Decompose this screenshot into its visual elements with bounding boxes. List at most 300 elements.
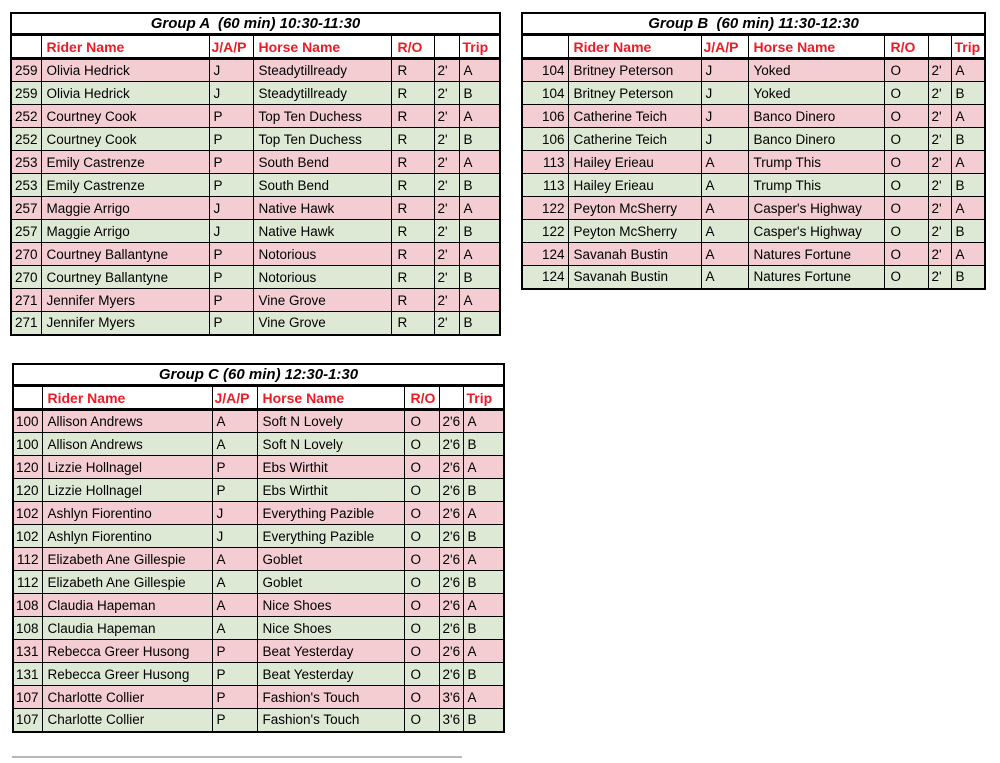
rider-name-cell: Savanah Bustin — [568, 243, 701, 266]
ro-cell: O — [404, 479, 439, 502]
trip-cell: A — [463, 594, 504, 617]
height-cell: 2'6 — [439, 617, 463, 640]
rider-name-cell: Britney Peterson — [568, 82, 701, 105]
ro-header: R/O — [391, 35, 434, 59]
rider-number-cell: 131 — [13, 663, 42, 686]
table-row — [522, 220, 985, 243]
table-row — [13, 525, 504, 548]
jap-cell: P — [209, 289, 253, 312]
height-cell: 2'6 — [439, 502, 463, 525]
rider-number-cell: 106 — [522, 128, 568, 151]
ro-cell: R — [391, 82, 434, 105]
height-cell: 2'6 — [439, 456, 463, 479]
rider-number-cell: 253 — [11, 151, 41, 174]
horse-name-cell: Fashion's Touch — [257, 709, 404, 732]
trip-cell: A — [459, 151, 500, 174]
rider-number-cell: 112 — [13, 571, 42, 594]
jap-cell: J — [209, 82, 253, 105]
horse-name-cell: South Bend — [253, 151, 391, 174]
ro-cell: O — [404, 663, 439, 686]
cutoff-table-top-edge — [12, 756, 462, 758]
jap-cell: P — [209, 174, 253, 197]
rider-number-cell: 271 — [11, 312, 41, 335]
jap-cell: J — [209, 59, 253, 82]
horse-name-cell: Ebs Wirthit — [257, 456, 404, 479]
height-cell: 2'6 — [439, 663, 463, 686]
jap-cell: A — [701, 174, 748, 197]
table-row — [11, 82, 500, 105]
table-row — [11, 128, 500, 151]
jap-cell: P — [209, 105, 253, 128]
rider-number-cell: 122 — [522, 220, 568, 243]
trip-cell: B — [459, 82, 500, 105]
jap-cell: P — [209, 266, 253, 289]
rider-name-cell: Hailey Erieau — [568, 174, 701, 197]
rider-name-cell: Olivia Hedrick — [41, 59, 209, 82]
horse-name-cell: Everything Pazible — [257, 502, 404, 525]
height-cell: 2'6 — [439, 594, 463, 617]
height-cell: 2' — [928, 59, 951, 82]
ro-cell: O — [404, 525, 439, 548]
trip-cell: A — [951, 105, 985, 128]
jap-header: J/A/P — [212, 386, 257, 410]
rider-name-cell: Courtney Cook — [41, 128, 209, 151]
jap-cell: P — [212, 479, 257, 502]
horse-name-cell: Vine Grove — [253, 289, 391, 312]
horse-name-cell: Native Hawk — [253, 197, 391, 220]
height-cell: 2' — [928, 151, 951, 174]
rider-name-header: Rider Name — [42, 386, 212, 410]
horse-name-cell: Beat Yesterday — [257, 640, 404, 663]
ro-cell: R — [391, 197, 434, 220]
rider-number-cell: 124 — [522, 266, 568, 289]
ro-header: R/O — [404, 386, 439, 410]
trip-cell: A — [459, 289, 500, 312]
rider-name-cell: Courtney Ballantyne — [41, 266, 209, 289]
trip-cell: A — [951, 59, 985, 82]
rider-number-cell: 100 — [13, 410, 42, 433]
ro-cell: O — [884, 197, 928, 220]
horse-name-header: Horse Name — [257, 386, 404, 410]
rider-number-cell: 100 — [13, 433, 42, 456]
table-row — [522, 128, 985, 151]
ro-cell: O — [404, 709, 439, 732]
horse-name-cell: Casper's Highway — [748, 197, 884, 220]
ro-cell: R — [391, 151, 434, 174]
jap-cell: A — [212, 571, 257, 594]
ro-cell: R — [391, 174, 434, 197]
column-header-row — [11, 35, 500, 59]
jap-cell: P — [212, 709, 257, 732]
rider-number-cell: 120 — [13, 479, 42, 502]
rider-name-cell: Ashlyn Fiorentino — [42, 525, 212, 548]
horse-name-cell: South Bend — [253, 174, 391, 197]
jap-cell: P — [212, 640, 257, 663]
horse-name-cell: Natures Fortune — [748, 243, 884, 266]
rider-number-cell: 259 — [11, 82, 41, 105]
horse-name-cell: Banco Dinero — [748, 105, 884, 128]
height-cell: 2' — [434, 128, 459, 151]
blank-header-cell — [11, 35, 41, 59]
rider-name-cell: Britney Peterson — [568, 59, 701, 82]
ro-cell: O — [884, 128, 928, 151]
height-cell: 2' — [434, 197, 459, 220]
column-header-row — [13, 386, 504, 410]
trip-cell: A — [463, 456, 504, 479]
rider-number-cell: 108 — [13, 594, 42, 617]
trip-cell: B — [463, 617, 504, 640]
trip-cell: A — [459, 243, 500, 266]
trip-cell: A — [459, 105, 500, 128]
rider-number-cell: 113 — [522, 174, 568, 197]
ro-cell: O — [404, 502, 439, 525]
horse-name-cell: Everything Pazible — [257, 525, 404, 548]
rider-number-cell: 107 — [13, 686, 42, 709]
horse-name-cell: Goblet — [257, 548, 404, 571]
rider-name-cell: Jennifer Myers — [41, 289, 209, 312]
ro-cell: O — [884, 59, 928, 82]
table-row — [13, 502, 504, 525]
horse-name-header: Horse Name — [748, 35, 884, 59]
table-row — [13, 548, 504, 571]
jap-header: J/A/P — [209, 35, 253, 59]
table-row — [522, 197, 985, 220]
trip-cell: B — [951, 82, 985, 105]
height-cell: 2' — [928, 243, 951, 266]
trip-cell: B — [459, 128, 500, 151]
group-c-title: Group C (60 min) 12:30-1:30 — [13, 364, 504, 386]
rider-name-cell: Charlotte Collier — [42, 686, 212, 709]
trip-cell: B — [951, 128, 985, 151]
height-cell: 2' — [434, 59, 459, 82]
ro-cell: R — [391, 266, 434, 289]
jap-cell: A — [212, 617, 257, 640]
ro-cell: O — [884, 243, 928, 266]
rider-name-cell: Savanah Bustin — [568, 266, 701, 289]
trip-cell: A — [463, 410, 504, 433]
trip-cell: A — [951, 197, 985, 220]
height-cell: 2' — [928, 128, 951, 151]
table-row — [522, 82, 985, 105]
horse-name-cell: Notorious — [253, 243, 391, 266]
table-row — [522, 266, 985, 289]
trip-cell: B — [459, 174, 500, 197]
table-row — [13, 617, 504, 640]
rider-name-cell: Charlotte Collier — [42, 709, 212, 732]
rider-name-cell: Allison Andrews — [42, 410, 212, 433]
table-row — [13, 571, 504, 594]
ro-cell: O — [884, 151, 928, 174]
table-row — [13, 433, 504, 456]
jap-cell: J — [212, 502, 257, 525]
ro-cell: R — [391, 105, 434, 128]
horse-name-cell: Banco Dinero — [748, 128, 884, 151]
rider-number-cell: 112 — [13, 548, 42, 571]
trip-cell: B — [459, 266, 500, 289]
rider-number-cell: 252 — [11, 105, 41, 128]
height-cell: 2'6 — [439, 525, 463, 548]
rider-number-cell: 107 — [13, 709, 42, 732]
height-cell: 2'6 — [439, 410, 463, 433]
rider-name-cell: Lizzie Hollnagel — [42, 479, 212, 502]
ro-cell: R — [391, 243, 434, 266]
group-a-table — [10, 12, 501, 336]
height-cell: 2' — [434, 82, 459, 105]
jap-cell: A — [701, 197, 748, 220]
ro-cell: R — [391, 220, 434, 243]
rider-number-cell: 108 — [13, 617, 42, 640]
ro-cell: O — [404, 548, 439, 571]
jap-cell: J — [701, 82, 748, 105]
rider-name-cell: Jennifer Myers — [41, 312, 209, 335]
height-cell: 2' — [434, 266, 459, 289]
table-row — [11, 289, 500, 312]
rider-number-cell: 120 — [13, 456, 42, 479]
height-header — [439, 386, 463, 410]
rider-name-cell: Catherine Teich — [568, 128, 701, 151]
trip-cell: B — [463, 709, 504, 732]
horse-name-cell: Native Hawk — [253, 220, 391, 243]
rider-number-cell: 270 — [11, 243, 41, 266]
rider-number-cell: 271 — [11, 289, 41, 312]
height-cell: 2' — [928, 220, 951, 243]
table-row — [522, 174, 985, 197]
rider-number-cell: 124 — [522, 243, 568, 266]
table-row — [11, 174, 500, 197]
table-row — [13, 663, 504, 686]
height-cell: 3'6 — [439, 686, 463, 709]
height-cell: 2' — [928, 105, 951, 128]
trip-cell: B — [463, 525, 504, 548]
table-row — [11, 59, 500, 82]
jap-cell: A — [212, 594, 257, 617]
rider-name-cell: Courtney Cook — [41, 105, 209, 128]
ro-header: R/O — [884, 35, 928, 59]
ro-cell: R — [391, 289, 434, 312]
height-cell: 2'6 — [439, 433, 463, 456]
horse-name-cell: Soft N Lovely — [257, 410, 404, 433]
height-cell: 2' — [434, 220, 459, 243]
height-cell: 2' — [434, 312, 459, 335]
horse-name-cell: Yoked — [748, 82, 884, 105]
jap-cell: J — [701, 105, 748, 128]
rider-number-cell: 131 — [13, 640, 42, 663]
ro-cell: O — [404, 594, 439, 617]
rider-name-cell: Catherine Teich — [568, 105, 701, 128]
horse-name-cell: Beat Yesterday — [257, 663, 404, 686]
rider-name-cell: Ashlyn Fiorentino — [42, 502, 212, 525]
rider-number-cell: 104 — [522, 59, 568, 82]
horse-name-cell: Natures Fortune — [748, 266, 884, 289]
height-cell: 2' — [434, 105, 459, 128]
rider-number-cell: 113 — [522, 151, 568, 174]
ro-cell: O — [404, 617, 439, 640]
blank-header-cell — [522, 35, 568, 59]
ro-cell: O — [404, 456, 439, 479]
height-cell: 2'6 — [439, 640, 463, 663]
trip-cell: A — [459, 197, 500, 220]
rider-name-cell: Emily Castrenze — [41, 174, 209, 197]
horse-name-cell: Steadytillready — [253, 82, 391, 105]
horse-name-cell: Ebs Wirthit — [257, 479, 404, 502]
table-row — [11, 220, 500, 243]
table-row — [11, 243, 500, 266]
ro-cell: O — [884, 82, 928, 105]
ro-cell: R — [391, 128, 434, 151]
horse-name-cell: Top Ten Duchess — [253, 105, 391, 128]
rider-name-cell: Elizabeth Ane Gillespie — [42, 571, 212, 594]
horse-name-cell: Notorious — [253, 266, 391, 289]
height-cell: 2'6 — [439, 548, 463, 571]
jap-cell: P — [209, 151, 253, 174]
column-header-row — [522, 35, 985, 59]
height-cell: 2' — [434, 243, 459, 266]
rider-name-cell: Courtney Ballantyne — [41, 243, 209, 266]
jap-cell: A — [701, 243, 748, 266]
table-row — [13, 479, 504, 502]
trip-cell: A — [951, 151, 985, 174]
trip-cell: A — [463, 686, 504, 709]
blank-header-cell — [13, 386, 42, 410]
horse-name-cell: Nice Shoes — [257, 617, 404, 640]
trip-cell: A — [463, 502, 504, 525]
rider-name-cell: Maggie Arrigo — [41, 197, 209, 220]
trip-cell: B — [463, 663, 504, 686]
rider-name-cell: Hailey Erieau — [568, 151, 701, 174]
rider-number-cell: 253 — [11, 174, 41, 197]
ro-cell: R — [391, 312, 434, 335]
ro-cell: O — [404, 410, 439, 433]
jap-cell: P — [209, 243, 253, 266]
rider-number-cell: 259 — [11, 59, 41, 82]
jap-cell: J — [701, 128, 748, 151]
jap-cell: A — [212, 433, 257, 456]
trip-cell: A — [463, 548, 504, 571]
trip-cell: A — [459, 59, 500, 82]
rider-name-cell: Peyton McSherry — [568, 197, 701, 220]
trip-cell: B — [463, 433, 504, 456]
group-b-table — [521, 12, 986, 290]
rider-name-header: Rider Name — [41, 35, 209, 59]
jap-cell: A — [212, 410, 257, 433]
jap-cell: A — [701, 220, 748, 243]
table-row — [11, 151, 500, 174]
jap-cell: J — [212, 525, 257, 548]
table-row — [522, 105, 985, 128]
rider-name-cell: Claudia Hapeman — [42, 617, 212, 640]
rider-number-cell: 106 — [522, 105, 568, 128]
group-a-title: Group A (60 min) 10:30-11:30 — [11, 13, 500, 35]
horse-name-cell: Trump This — [748, 174, 884, 197]
trip-header: Trip — [459, 35, 500, 59]
trip-cell: B — [951, 174, 985, 197]
trip-cell: B — [951, 266, 985, 289]
trip-cell: B — [463, 571, 504, 594]
horse-name-cell: Casper's Highway — [748, 220, 884, 243]
rider-number-cell: 102 — [13, 525, 42, 548]
trip-cell: A — [951, 243, 985, 266]
height-cell: 2' — [928, 266, 951, 289]
table-row — [11, 266, 500, 289]
ro-cell: R — [391, 59, 434, 82]
horse-name-header: Horse Name — [253, 35, 391, 59]
rider-name-cell: Rebecca Greer Husong — [42, 663, 212, 686]
jap-cell: A — [701, 266, 748, 289]
rider-number-cell: 102 — [13, 502, 42, 525]
horse-name-cell: Soft N Lovely — [257, 433, 404, 456]
jap-cell: A — [701, 151, 748, 174]
rider-number-cell: 257 — [11, 220, 41, 243]
jap-cell: J — [209, 220, 253, 243]
table-row — [13, 410, 504, 433]
rider-name-cell: Rebecca Greer Husong — [42, 640, 212, 663]
table-row — [13, 709, 504, 732]
jap-cell: P — [212, 456, 257, 479]
table-row — [13, 686, 504, 709]
table-row — [522, 59, 985, 82]
rider-name-cell: Peyton McSherry — [568, 220, 701, 243]
jap-cell: P — [209, 128, 253, 151]
trip-header: Trip — [951, 35, 985, 59]
horse-name-cell: Yoked — [748, 59, 884, 82]
height-cell: 2' — [434, 151, 459, 174]
ro-cell: O — [404, 640, 439, 663]
horse-name-cell: Top Ten Duchess — [253, 128, 391, 151]
ro-cell: O — [884, 105, 928, 128]
height-cell: 2'6 — [439, 571, 463, 594]
horse-name-cell: Nice Shoes — [257, 594, 404, 617]
rider-number-cell: 122 — [522, 197, 568, 220]
rider-name-cell: Emily Castrenze — [41, 151, 209, 174]
rider-number-cell: 270 — [11, 266, 41, 289]
trip-cell: B — [951, 220, 985, 243]
rider-name-cell: Maggie Arrigo — [41, 220, 209, 243]
height-cell: 3'6 — [439, 709, 463, 732]
table-row — [13, 640, 504, 663]
jap-cell: J — [209, 197, 253, 220]
horse-name-cell: Trump This — [748, 151, 884, 174]
height-cell: 2' — [928, 82, 951, 105]
table-row — [13, 594, 504, 617]
table-row — [11, 197, 500, 220]
height-cell: 2' — [434, 289, 459, 312]
table-row — [13, 456, 504, 479]
height-header — [928, 35, 951, 59]
jap-header: J/A/P — [701, 35, 748, 59]
horse-name-cell: Steadytillready — [253, 59, 391, 82]
height-header — [434, 35, 459, 59]
rider-number-cell: 252 — [11, 128, 41, 151]
group-c-table — [12, 363, 505, 733]
table-row — [522, 151, 985, 174]
jap-cell: P — [212, 686, 257, 709]
horse-name-cell: Goblet — [257, 571, 404, 594]
ro-cell: O — [884, 174, 928, 197]
ro-cell: O — [404, 686, 439, 709]
rider-name-cell: Allison Andrews — [42, 433, 212, 456]
trip-cell: B — [463, 479, 504, 502]
height-cell: 2' — [928, 174, 951, 197]
table-row — [11, 105, 500, 128]
rider-name-cell: Claudia Hapeman — [42, 594, 212, 617]
rider-number-cell: 257 — [11, 197, 41, 220]
rider-name-cell: Olivia Hedrick — [41, 82, 209, 105]
rider-number-cell: 104 — [522, 82, 568, 105]
height-cell: 2' — [928, 197, 951, 220]
horse-name-cell: Fashion's Touch — [257, 686, 404, 709]
jap-cell: P — [212, 663, 257, 686]
ro-cell: O — [404, 433, 439, 456]
